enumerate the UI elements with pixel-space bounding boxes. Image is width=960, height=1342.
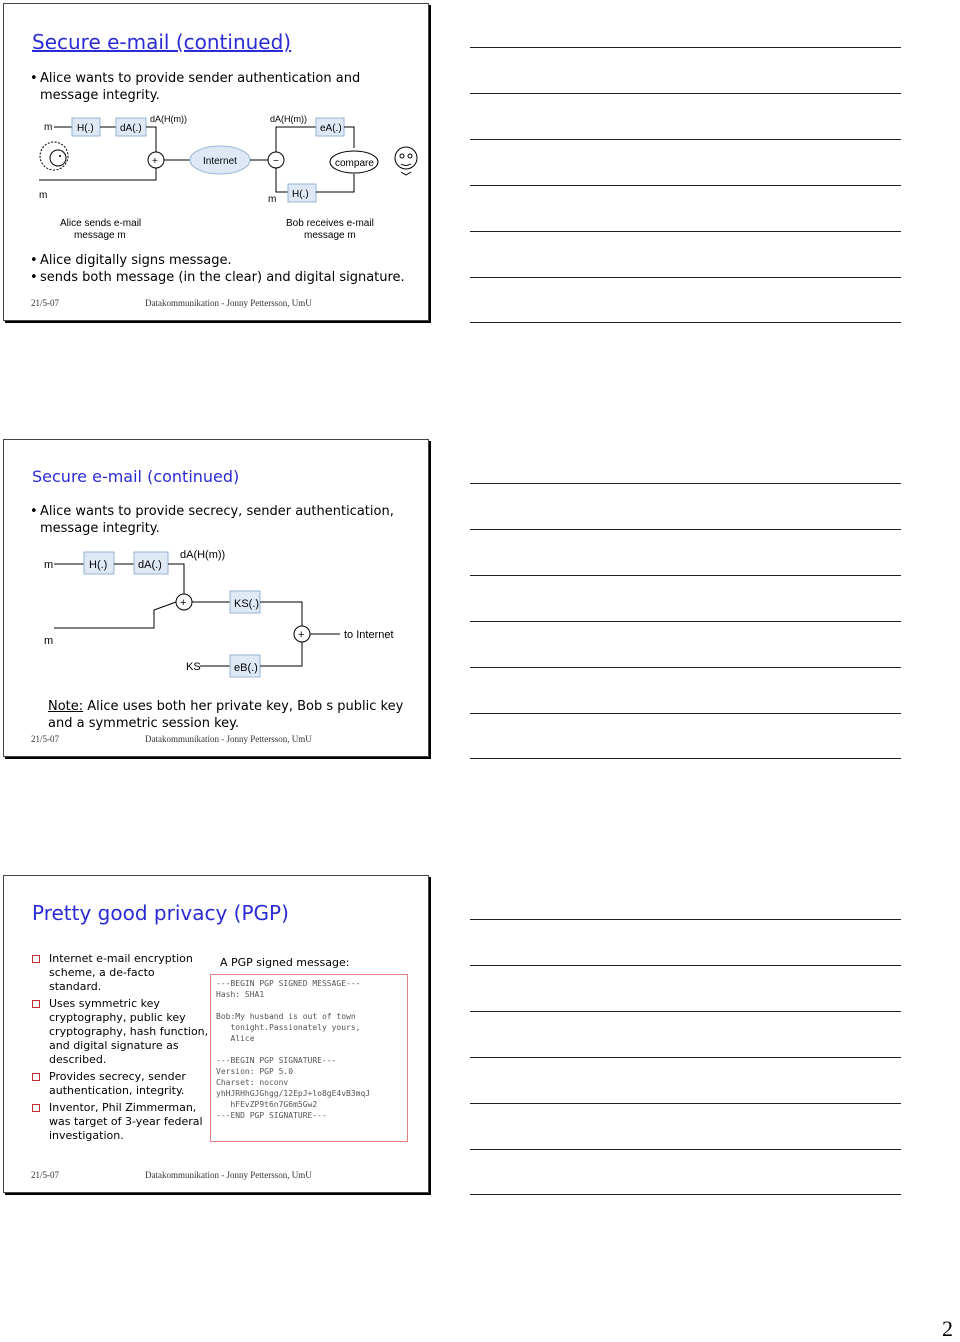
bullet-item: Internet e-mail encryption scheme, a de-facto standard. — [30, 952, 210, 994]
private-key-box-label: dA(.) — [120, 123, 142, 134]
signed-message-line: Bob:My husband is out of town — [216, 1012, 356, 1021]
signature-diagram — [24, 108, 424, 248]
minus-sign: − — [273, 156, 279, 167]
hash-box-bob-label: H(.) — [292, 189, 309, 200]
footer-source: Datakommunikation - Jonny Pettersson, UmU — [145, 298, 312, 308]
signed-message-line: Version: PGP 5.0 — [216, 1067, 294, 1076]
bullet-item: • Alice wants to provide secrecy, sender authentication, message integrity. — [28, 503, 408, 537]
checkbox-bullet-icon — [32, 1000, 40, 1008]
signed-message-line: ---END PGP SIGNATURE--- — [216, 1111, 327, 1120]
signed-message-box — [210, 974, 408, 1142]
plus-sign: + — [180, 597, 187, 609]
private-key-box-label: dA(.) — [138, 559, 162, 571]
slide-footer — [31, 1170, 312, 1180]
checkbox-bullet-icon — [32, 955, 40, 963]
bullet-item: • Alice wants to provide sender authentication and message integrity. — [28, 70, 368, 104]
bullet-list-2 — [28, 252, 428, 286]
note-label: Note: — [48, 699, 84, 714]
signed-message-line: tonight.Passionately yours, — [216, 1023, 361, 1032]
bullet-list — [28, 70, 368, 104]
signed-message-line: Charset: noconv — [216, 1078, 289, 1087]
slide-title: Secure e-mail (continued) — [32, 30, 292, 54]
signature-label: dA(H(m)) — [180, 549, 226, 561]
bullet-item: • Alice digitally signs message. — [28, 252, 428, 269]
plus-sign: + — [152, 156, 158, 167]
checkbox-bullet-icon — [32, 1073, 40, 1081]
public-key-box-label: eA(.) — [320, 123, 342, 134]
alice-caption-2: message m — [74, 230, 126, 241]
plus-sign-2: + — [298, 629, 305, 641]
session-key-box-label: KS(.) — [234, 598, 260, 610]
m-label-bob: m — [268, 194, 277, 205]
signed-message-line: Alice — [216, 1034, 255, 1043]
slide-footer — [31, 298, 312, 308]
footer-date: 21/5-07 — [31, 1170, 59, 1180]
bullet-item: Uses symmetric key cryptography, public key cryptography, hash function, and digital signature as described. — [30, 997, 210, 1067]
bob-caption-2: message m — [304, 230, 356, 241]
signature-label: dA(H(m)) — [150, 114, 187, 124]
m-label-mid: m — [44, 635, 54, 647]
signed-message-line — [216, 1044, 407, 1055]
page-number: 2 — [942, 1316, 953, 1341]
bullet-item: Inventor, Phil Zimmerman, was target of 3-year federal investigation. — [30, 1101, 210, 1143]
slide-1 — [3, 3, 429, 321]
bullet-item: • sends both message (in the clear) and digital signature. — [28, 269, 428, 286]
slide-footer — [31, 734, 312, 744]
footer-source: Datakommunikation - Jonny Pettersson, UmU — [145, 734, 312, 744]
note-text: Alice uses both her private key, Bob s public key and a symmetric session key. — [48, 699, 404, 731]
slide-title: Secure e-mail (continued) — [32, 467, 240, 486]
alice-caption-1: Alice sends e-mail — [60, 218, 142, 229]
bullet-list — [28, 503, 408, 537]
bullet-list — [30, 952, 210, 1146]
signed-message-line: ---BEGIN PGP SIGNED MESSAGE--- — [216, 979, 361, 988]
slide-3 — [3, 875, 429, 1193]
signed-message-label: A PGP signed message: — [220, 956, 350, 969]
footer-date: 21/5-07 — [31, 298, 59, 308]
m-label-bottom: m — [39, 190, 48, 201]
hash-box-label: H(.) — [89, 559, 108, 571]
compare-label: compare — [335, 158, 374, 169]
bob-icon — [395, 147, 417, 175]
hash-box-label: H(.) — [77, 123, 94, 134]
bob-caption-1: Bob receives e-mail — [286, 218, 374, 229]
checkbox-bullet-icon — [32, 1104, 40, 1112]
m-label: m — [44, 559, 54, 571]
bullet-item: Provides secrecy, sender authentication, integrity. — [30, 1070, 210, 1098]
internet-label: Internet — [203, 156, 237, 167]
note — [48, 698, 408, 732]
signed-message-line — [216, 1000, 407, 1011]
signed-message-line: Hash: SHA1 — [216, 990, 265, 999]
bob-public-key-box-label: eB(.) — [234, 662, 258, 674]
session-key-label: KS — [186, 661, 201, 673]
footer-date: 21/5-07 — [31, 734, 59, 744]
signed-message-line: hFEvZP9t6n7G6m5Gw2 — [216, 1100, 318, 1109]
slide-title: Pretty good privacy (PGP) — [32, 901, 289, 925]
m-label: m — [44, 122, 53, 133]
footer-source: Datakommunikation - Jonny Pettersson, UmU — [145, 1170, 312, 1180]
secrecy-diagram — [34, 540, 414, 680]
to-internet-label: to Internet — [344, 629, 394, 641]
signature-label-bob: dA(H(m)) — [270, 114, 307, 124]
signed-message-line: ---BEGIN PGP SIGNATURE--- — [216, 1056, 337, 1065]
alice-icon — [40, 142, 68, 170]
slide-2 — [3, 439, 429, 757]
signed-message-line: yhHJRHhGJGhgg/12EpJ+lo8gE4vB3mqJ — [216, 1089, 371, 1098]
